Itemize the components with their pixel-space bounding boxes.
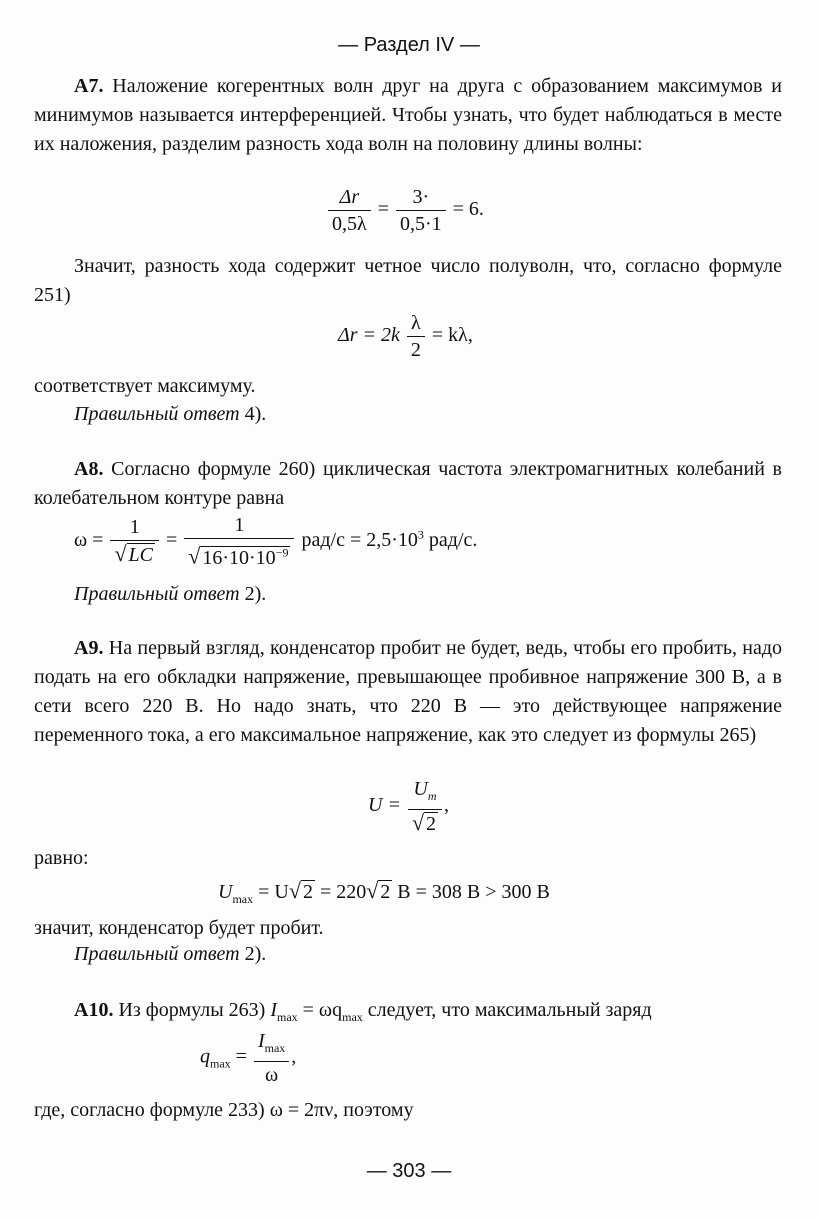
a7-equation-path-difference: Δr = 2k $\frac{\lambda}{2}$ = kλ, — [338, 312, 473, 361]
problem-a10-label: А10. — [74, 999, 114, 1021]
a9-equation-max-voltage: $U_{max} = U√$ 2 = 220√ 2 В = 308 В > 300 В — [218, 878, 550, 906]
a7-equation-ratio: $\frac{\Delta r}{0,5\lambda}$ = $\frac{3\cdot}{0,5\cdot 1}$ = 6. — [326, 186, 484, 235]
problem-a7-text-2: Значит, разность хода содержит четное число полуволн, что, согласно формуле 251) — [34, 255, 782, 306]
a9-answer: Правильный ответ 2). — [74, 943, 267, 965]
problem-a7-label: А7. — [74, 75, 104, 97]
problem-a10-text: А10. Из формулы 263) $I_{max} = \omega q_{max}$ следует, что максимальный заряд — [74, 999, 652, 1024]
problem-a7-text: А7. Наложение когерентных волн друг на друга с образованием максимумов и минимумов называется интерференцией. Чтобы узнать, что будет наблюдаться в месте их наложения, разделим разность хода волн на половину длины волны: — [34, 75, 782, 155]
page-number: — 303 — — [366, 1160, 452, 1182]
problem-a9-text-2: равно: — [34, 847, 89, 869]
problem-a10-text-2: где, согласно формуле 233) ω = 2πν, поэтому — [34, 1099, 414, 1121]
a8-equation-frequency: ω = $\frac{1}{√ LC}$ = $\frac{1}{√ 16\cdot 10\cdot 10^{-9}}$ $рад/с = 2,5\cdot 10^3$ рад/с. — [74, 514, 478, 569]
problem-a9-text-3: значит, конденсатор будет пробит. — [34, 917, 324, 939]
problem-a8-text: А8. Согласно формуле 260) циклическая частота электромагнитных колебаний в колебательном контуре равна — [34, 458, 782, 509]
a10-equation-max-charge: $q_{max}$ = $\frac{I_{max}}{\omega}$ , — [200, 1030, 297, 1086]
problem-a9-text: А9. На первый взгляд, конденсатор пробит не будет, ведь, чтобы его пробить, надо подать на его обкладки напряжение, превышающее пробивное напряжение 300 В, а в сети всего 220 В. Но надо знать, что 220 В — это действующее напряжение переменного тока, а его максимальное напряжение, как это следует из формулы 265) — [34, 637, 782, 746]
problem-a9-label: А9. — [74, 637, 104, 659]
a7-answer: Правильный ответ 4). — [74, 403, 267, 425]
a8-answer: Правильный ответ 2). — [74, 583, 267, 605]
a9-equation-amplitude: U = $\frac{U_m}{√ 2}$ , — [368, 778, 450, 835]
section-header: — Раздел IV — — [338, 34, 480, 56]
problem-a8-label: А8. — [74, 458, 104, 480]
problem-a7-text-3: соответствует максимуму. — [34, 375, 256, 397]
